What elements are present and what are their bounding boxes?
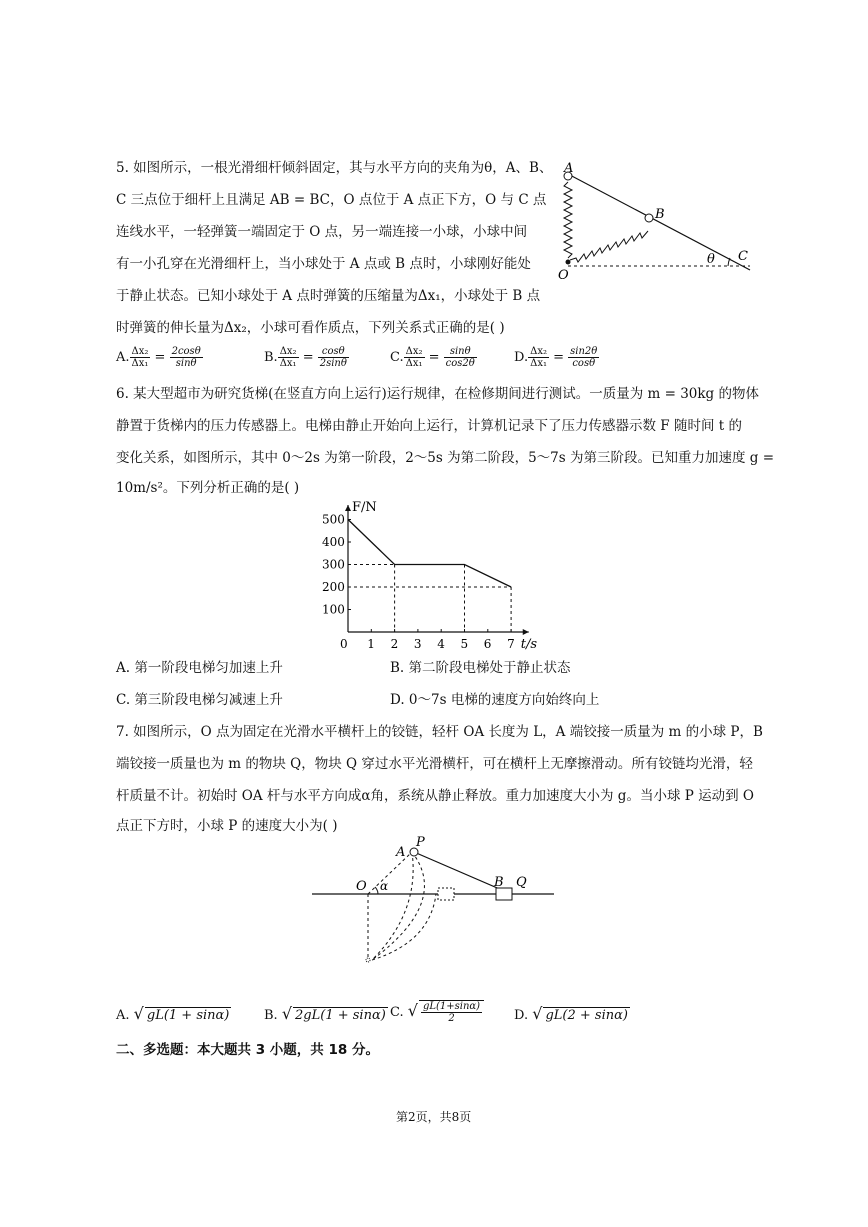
q5-figure (550, 160, 760, 280)
q5-line-5: 于静止状态。已知小球处于 A 点时弹簧的压缩量为Δx₁，小球处于 B 点 (116, 288, 541, 304)
q5-label-c: C (738, 249, 748, 264)
q5-line-6: 时弹簧的伸长量为Δx₂，小球可看作质点，下列关系式正确的是( ) (116, 320, 505, 336)
y-tick-label: 100 (322, 602, 345, 617)
page-footer: 第2页，共8页 (396, 1110, 472, 1124)
q7-option-d: D. √ gL(2 + sinα) (514, 1004, 628, 1023)
q5-option-a: A. $\frac{\text{Δx₂}}{\text{Δx₁}}$ = $\frac{2\cos\theta}{\sin\theta}$ (116, 346, 201, 369)
q5-label-b: B (655, 207, 665, 222)
q5-option-b: B. $\frac{\text{Δx₂}}{\text{Δx₁}}$ = $\frac{\cos\theta}{2\sin\theta}$ (264, 346, 347, 369)
q6-option-d: D. 0～7s 电梯的速度方向始终向上 (390, 692, 600, 708)
section-2-heading: 二、多选题：本大题共 3 小题，共 18 分。 (116, 1042, 379, 1058)
q7-label-alpha: α (380, 879, 389, 893)
q6-line-3: 变化关系，如图所示，其中 0～2s 为第一阶段，2～5s 为第二阶段，5～7s 为第三阶段。已知重力加速度 g = (116, 450, 775, 466)
q7-line-4: 点正下方时，小球 P 的速度大小为( ) (116, 818, 338, 834)
y-tick-label: 300 (322, 557, 345, 572)
chart-y-axis-label: F/N (352, 500, 377, 515)
x-tick-label: 2 (390, 637, 399, 650)
x-tick-label: 1 (367, 637, 375, 650)
q7-option-b: B. √ 2gL(1 + sinα) (264, 1004, 386, 1023)
x-tick-label: 6 (483, 637, 492, 650)
y-tick-label: 200 (322, 580, 345, 594)
q5-option-c: C. $\frac{\text{Δx₂}}{\text{Δx₁}}$ = $\frac{\sin\theta}{\cos 2\theta}$ (390, 346, 475, 369)
q5-label-theta: θ (707, 252, 715, 267)
q7-label-a: A (396, 845, 406, 860)
q7-option-c: C. √ $\frac{gL(1+\sin\alpha)}{2}$ (390, 1000, 484, 1024)
q5-label-a: A (564, 161, 574, 176)
q7-label-q: Q (516, 875, 527, 890)
x-tick-label: 3 (413, 637, 422, 650)
q7-line-3: 杆质量不计。初始时 OA 杆与水平方向成α角，系统从静止释放。重力加速度大小为 g。当小球 P 运动到 O (116, 788, 754, 804)
x-tick-label: 7 (507, 637, 515, 650)
q6-option-c: C. 第三阶段电梯匀减速上升 (116, 692, 283, 708)
q6-option-a: A. 第一阶段电梯匀加速上升 (116, 660, 283, 676)
force-line (348, 520, 511, 588)
q7-label-b: B (494, 875, 504, 890)
q7-option-a: A. √ gL(1 + sinα) (116, 1004, 230, 1023)
q7-line-1: 7. 如图所示，O 点为固定在光滑水平横杆上的铰链，轻杆 OA 长度为 L，A 端铰接一质量为 m 的小球 P，B (116, 724, 763, 740)
x-tick-label: 4 (437, 637, 445, 650)
q6-line-1: 6. 某大型超市为研究货梯(在竖直方向上运行)运行规律，在检修期间进行测试。一质量为 m = 30kg 的物体 (116, 386, 759, 402)
chart-x-axis-label: t/s (520, 637, 538, 650)
chart-series (348, 520, 511, 588)
q5-option-d: D. $\frac{\text{Δx₂}}{\text{Δx₁}}$ = $\frac{\sin 2\theta}{\cos\theta}$ (514, 346, 598, 369)
y-tick-label: 500 (322, 512, 345, 527)
chart-axes (345, 505, 529, 635)
y-tick-label: 400 (322, 535, 345, 549)
q7-figure (310, 832, 560, 972)
q6-line-4: 10m/s²。下列分析正确的是( ) (116, 480, 300, 496)
x-tick-label: 5 (460, 637, 469, 650)
q5-line-3: 连线水平，一轻弹簧一端固定于 O 点，另一端连接一小球，小球中间 (116, 224, 528, 240)
x-tick-label: 0 (340, 637, 348, 650)
q7-line-2: 端铰接一质量也为 m 的物块 Q，物块 Q 穿过水平光滑横杆，可在横杆上无摩擦滑动。所有铰链均光滑，轻 (116, 756, 753, 772)
q6-option-b: B. 第二阶段电梯处于静止状态 (390, 660, 571, 676)
chart-ticks (322, 513, 515, 651)
x-axis-arrow (523, 629, 529, 635)
q5-line-1: 5. 如图所示，一根光滑细杆倾斜固定，其与水平方向的夹角为θ，A、B、 (116, 160, 553, 176)
q6-force-time-chart (310, 500, 560, 650)
q7-label-p: P (416, 835, 425, 850)
q5-line-4: 有一小孔穿在光滑细杆上，当小球处于 A 点或 B 点时，小球刚好能处 (116, 256, 531, 272)
q7-label-o: O (356, 879, 367, 894)
q6-line-2: 静置于货梯内的压力传感器上。电梯由静止开始向上运行，计算机记录下了压力传感器示数 F 随时间 t 的 (116, 418, 742, 434)
y-axis-arrow (345, 505, 351, 511)
q5-label-o: O (558, 268, 569, 280)
q5-line-2: C 三点位于细杆上且满足 AB = BC，O 点位于 A 点正下方，O 与 C 点 (116, 192, 547, 208)
